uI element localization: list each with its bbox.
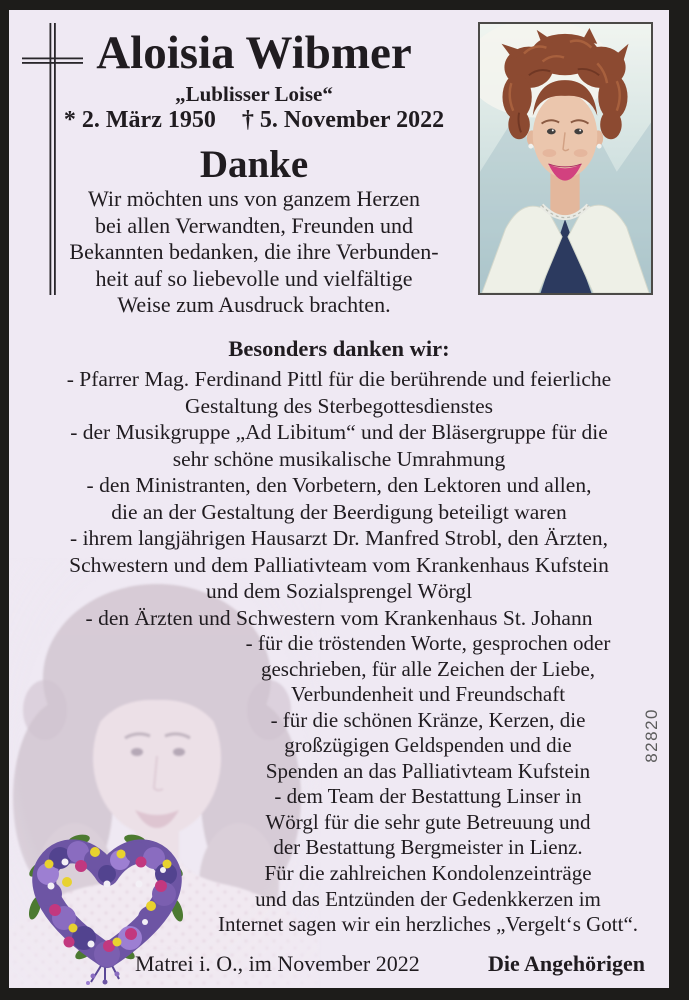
danke-heading: Danke (199, 143, 309, 186)
thanks-list-full (9, 366, 669, 631)
thanks-line: - den Ärzten und Schwestern vom Krankenhaus St. Johann (85, 605, 593, 630)
thanks-line: Wörgl für die sehr gute Betreuung und (265, 809, 591, 834)
intro-line: Wir möchten uns von ganzem Herzen (87, 186, 421, 211)
closing-line: und das Entzünden der Gedenkkerzen im (255, 886, 601, 911)
closing-paragraph (157, 861, 669, 938)
thanks-line: - der Musikgruppe „Ad Libitum“ und der Bläsergruppe für die (70, 420, 608, 444)
intro-line: Weise zum Ausdruck brachten. (117, 292, 391, 317)
thanks-list-right (197, 631, 659, 861)
thanks-line: großzügigen Geldspenden und die (284, 733, 572, 757)
life-dates (24, 106, 484, 134)
thanks-line: - ihrem langjährigen Hausarzt Dr. Manfred Strobl, den Ärzten, (70, 526, 608, 550)
place-and-date: Matrei i. O., im November 2022 (135, 951, 420, 976)
thanks-line: geschrieben, für alle Zeichen der Liebe, (260, 656, 596, 681)
thanks-line: - Pfarrer Mag. Ferdinand Pittl für die berührende und feierliche (66, 367, 612, 391)
thanks-line: und dem Sozialsprengel Wörgl (205, 579, 473, 603)
intro-line: Bekannten bedanken, die ihre Verbunden- (69, 239, 439, 264)
reference-number: 82820 (642, 708, 661, 763)
thanks-line: Schwestern und dem Palliativteam vom Krankenhaus Kufstein (69, 552, 609, 577)
closing-line: Für die zahlreichen Kondolenzeinträge (264, 861, 592, 885)
intro-line: bei allen Verwandten, Freunden und (95, 212, 413, 238)
family-signature: Die Angehörigen (487, 951, 645, 976)
thanks-line: sehr schöne musikalische Umrahmung (172, 446, 506, 471)
deceased-nickname: „Lublisser Loise“ (175, 82, 333, 106)
thanks-line: die an der Gestaltung der Beerdigung beteiligt waren (111, 499, 567, 524)
thanks-line: - dem Team der Bestattung Linser in (274, 784, 582, 808)
intro-paragraph (24, 186, 484, 319)
birth-date: * 2. März 1950 (63, 107, 216, 133)
besonders-heading: Besonders danken wir: (228, 336, 450, 361)
intro-line: heit auf so liebevolle und vielfältige (95, 265, 413, 291)
thanks-line: der Bestattung Bergmeister in Lienz. (273, 835, 583, 859)
deceased-name: Aloisia Wibmer (96, 27, 412, 79)
portrait-photo (478, 22, 653, 295)
thanks-line: Verbundenheit und Freundschaft (290, 682, 566, 706)
thanks-line: - den Ministranten, den Vorbetern, den Lektoren und allen, (86, 473, 592, 497)
thanks-line: Spenden an das Palliativteam Kufstein (265, 758, 591, 783)
thanks-line: - für die tröstenden Worte, gesprochen oder (245, 631, 611, 655)
closing-line: Internet sagen wir ein herzliches „Vergelt‘s Gott“. (217, 912, 639, 936)
thanks-line: - für die schönen Kränze, Kerzen, die (270, 707, 586, 732)
death-date: † 5. November 2022 (241, 107, 445, 133)
obituary-sheet (9, 10, 669, 988)
thanks-line: Gestaltung des Sterbegottesdienstes (184, 393, 494, 418)
